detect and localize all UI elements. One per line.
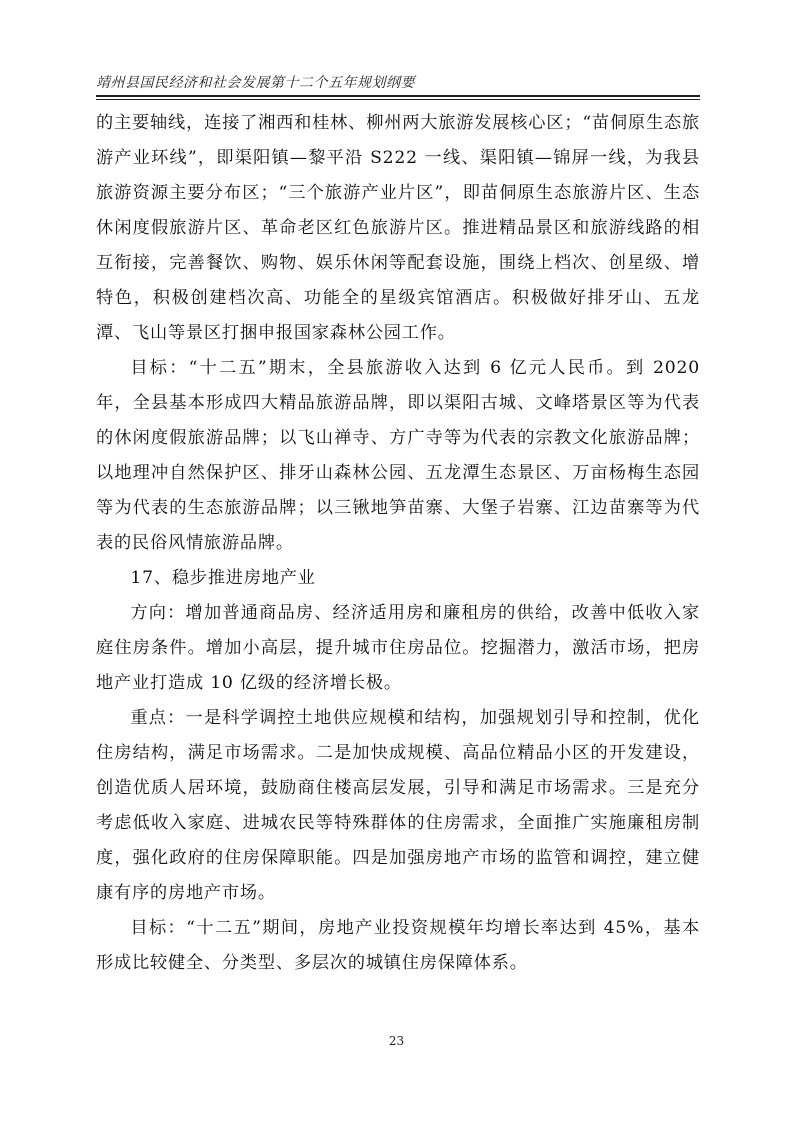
paragraph-real-estate-direction: 方向：增加普通商品房、经济适用房和廉租房的供给，改善中低收入家庭住房条件。增加小高层，提升城市住房品位。挖掘潜力，激活市场，把房地产业打造成 10 亿级的经济增长极。 bbox=[96, 603, 700, 693]
running-header: 靖州县国民经济和社会发展第十二个五年规划纲要 bbox=[96, 75, 415, 91]
paragraph-tourism-continued: 的主要轴线，连接了湘西和桂林、柳州两大旅游发展核心区；“苗侗原生态旅游产业环线”，即渠阳镇—黎平沿 S222 一线、渠阳镇—锦屏一线，为我县旅游资源主要分布区；“三个旅游产业片区”，即苗侗原生态旅游片区、生态休闲度假旅游片区、革命老区红色旅游片区。推进精品景区和旅游线路的相互衔接，完善餐饮、购物、娱乐休闲等配套设施，围绕上档次、创星级、增特色，积极创建档次高、功能全的星级宾馆酒店。积极做好排牙山、五龙潭、飞山等景区打捆申报国家森林公园工作。 bbox=[96, 113, 700, 343]
section-heading-real-estate: 17、稳步推进房地产业 bbox=[130, 568, 316, 588]
header-rule-thin bbox=[96, 99, 700, 100]
paragraph-real-estate-target: 目标：“十二五”期间，房地产业投资规模年均增长率达到 45%，基本形成比较健全、分类型、多层次的城镇住房保障体系。 bbox=[96, 918, 700, 973]
paragraph-tourism-target: 目标：“十二五”期末，全县旅游收入达到 6 亿元人民币。到 2020 年，全县基本形成四大精品旅游品牌，即以渠阳古城、文峰塔景区等为代表的休闲度假旅游品牌；以飞山禅寺、方广寺等为代表的宗教文化旅游品牌；以地理冲自然保护区、排牙山森林公园、五龙潭生态景区、万亩杨梅生态园等为代表的生态旅游品牌；以三锹地笋苗寨、大堡子岩寨、江边苗寨等为代表的民俗风情旅游品牌。 bbox=[96, 358, 700, 553]
header-rule-thick bbox=[96, 95, 700, 97]
paragraph-real-estate-focus: 重点：一是科学调控土地供应规模和结构，加强规划引导和控制，优化住房结构，满足市场需求。二是加快成规模、高品位精品小区的开发建设，创造优质人居环境，鼓励商住楼高层发展，引导和满足市场需求。三是充分考虑低收入家庭、进城农民等特殊群体的住房需求，全面推广实施廉租房制度，强化政府的住房保障职能。四是加强房地产市场的监管和调控，建立健康有序的房地产市场。 bbox=[96, 708, 700, 903]
page-number: 23 bbox=[388, 1034, 405, 1048]
document-body bbox=[96, 106, 700, 981]
